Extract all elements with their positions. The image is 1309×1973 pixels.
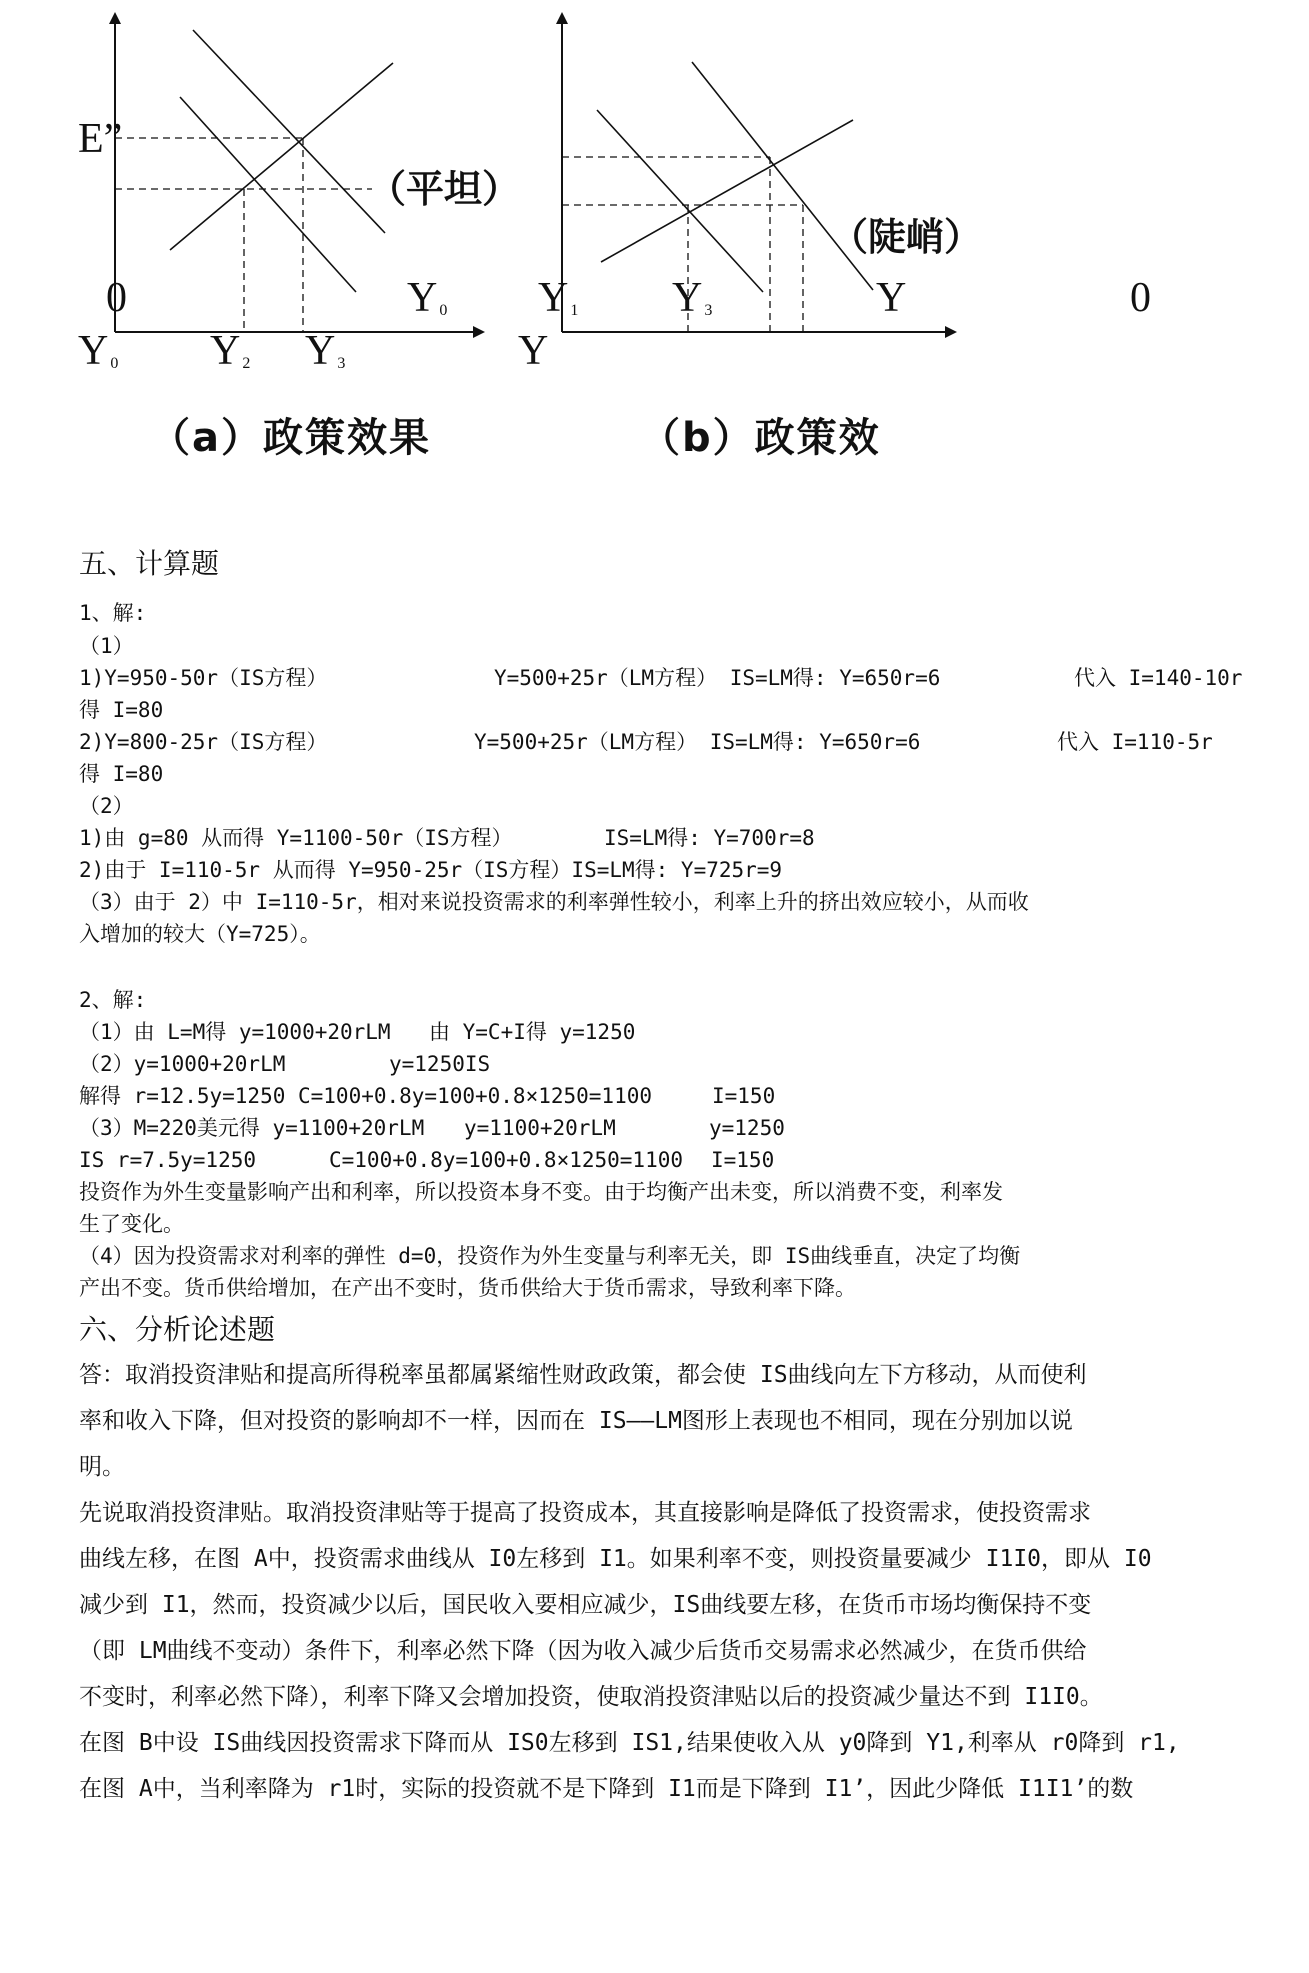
- q2-line8: （4）因为投资需求对利率的弹性 d=0，投资作为外生变量与利率无关，即 IS曲线垂直，决定了均衡: [79, 1244, 1021, 1268]
- q2-line7: 生了变化。: [79, 1212, 184, 1236]
- section6-line: 先说取消投资津贴。取消投资津贴等于提高了投资成本，其直接影响是降低了投资需求，使投资需求: [79, 1500, 1091, 1526]
- q1-part1: （1）: [79, 634, 134, 658]
- section6-heading: 六、分析论述题: [79, 1313, 276, 1346]
- section6-line: 率和收入下降，但对投资的影响却不一样，因而在 IS——LM图形上表现也不相同，现在分别加以说: [79, 1408, 1073, 1434]
- section6-line: 在图 A中，当利率降为 r1时，实际的投资就不是下降到 I1而是下降到 I1’，因此少降低 I1I1’的数: [79, 1776, 1134, 1802]
- figure-b-caption: （b）政策效: [640, 415, 881, 461]
- figure-a-label-e: E”: [78, 116, 123, 162]
- figure-b-lm-curve: [601, 120, 853, 262]
- figure-b-is-curve: [597, 110, 763, 292]
- q2-title: 2、解:: [79, 988, 147, 1012]
- q1-part2: （2）: [79, 794, 134, 818]
- figure-a-curves: [170, 30, 393, 292]
- policy-effect-figures: [0, 0, 1309, 470]
- figure-a-label-y0: Y $_0$: [407, 275, 448, 321]
- q1-line2: 得 I=80: [79, 698, 164, 722]
- q2-line2: （2）y=1000+20rLM y=1250IS: [79, 1052, 491, 1076]
- q2-line9: 产出不变。货币供给增加，在产出不变时，货币供给大于货币需求，导致利率下降。: [79, 1276, 856, 1300]
- q2-line3: 解得 r=12.5y=1250 C=100+0.8y=100+0.8×1250=1100 I=150: [79, 1084, 776, 1108]
- q2-line1: （1）由 L=M得 y=1000+20rLM 由 Y=C+I得 y=1250: [79, 1020, 636, 1044]
- q2-line6: 投资作为外生变量影响产出和利率，所以投资本身不变。由于均衡产出未变，所以消费不变，利率发: [79, 1180, 1003, 1204]
- figure-b-axis-y: Y: [518, 328, 549, 374]
- figure-a-caption: （a）政策效果: [150, 415, 431, 461]
- q1-line4: 得 I=80: [79, 762, 164, 786]
- q2-line4: （3）M=220美元得 y=1100+20rLM y=1100+20rLM y=1250: [79, 1116, 785, 1140]
- q1-line5: 1)由 g=80 从而得 Y=1100-50r（IS方程） IS=LM得: Y=700r=8: [79, 826, 815, 850]
- figure-b-label-y: Y: [876, 275, 907, 321]
- figure-a-is-curve: [193, 30, 385, 233]
- figure-a-label-y3: Y $_3$: [305, 328, 346, 374]
- q1-line7: （3）由于 2）中 I=110-5r，相对来说投资需求的利率弹性较小，利率上升的挤出效应较小，从而收: [79, 890, 1029, 914]
- section6-line: 减少到 I1，然而，投资减少以后，国民收入要相应减少，IS曲线要左移，在货币市场均衡保持不变: [79, 1592, 1092, 1618]
- section5-heading: 五、计算题: [79, 547, 220, 580]
- figure-b-label-y1: Y $_1$: [538, 275, 579, 321]
- figure-a-shifted-is-curve: [180, 97, 356, 292]
- figure-b-label-steep: （陡峭）: [830, 215, 983, 259]
- section6-line: （即 LM曲线不变动）条件下，利率必然下降（因为收入减少后货币交易需求必然减少，在货币供给: [79, 1638, 1087, 1664]
- figure-a-label-0: 0: [106, 275, 127, 321]
- section6-line: 明。: [79, 1454, 125, 1480]
- q1-line3: 2)Y=800-25r（IS方程） Y=500+25r（LM方程） IS=LM得: Y=650r=6 代入 I=110-5r: [79, 730, 1213, 754]
- figure-a-label-flat: （平坦）: [368, 167, 521, 211]
- figure-a-lm-curve: [170, 63, 393, 250]
- section6-line: 曲线左移，在图 A中，投资需求曲线从 I0左移到 I1。如果利率不变，则投资量要减少 I1I0，即从 I0: [79, 1546, 1152, 1572]
- figure-b-label-y3: Y $_3$: [672, 275, 713, 321]
- section6-line: 不变时，利率必然下降），利率下降又会增加投资，使取消投资津贴以后的投资减少量达不到 I1I0。: [79, 1684, 1103, 1710]
- figure-b-label-zero: 0: [1130, 275, 1151, 321]
- q1-line8: 入增加的较大（Y=725）。: [79, 922, 321, 946]
- figure-a-label-y2: Y $_2$: [210, 328, 251, 374]
- q1-line6: 2)由于 I=110-5r 从而得 Y=950-25r（IS方程）IS=LM得: Y=725r=9: [79, 858, 783, 882]
- section6-line: 答：取消投资津贴和提高所得税率虽都属紧缩性财政政策，都会使 IS曲线向左下方移动，从而使利: [79, 1362, 1087, 1388]
- figure-a-axis-y0: Y $_0$: [78, 328, 119, 374]
- q1-line1: 1)Y=950-50r（IS方程） Y=500+25r（LM方程） IS=LM得: Y=650r=6 代入 I=140-10r: [79, 666, 1243, 690]
- q1-title: 1、解:: [79, 601, 147, 625]
- q2-line5: IS r=7.5y=1250 C=100+0.8y=100+0.8×1250=1100 I=150: [79, 1148, 775, 1172]
- section6-line: 在图 B中设 IS曲线因投资需求下降而从 IS0左移到 IS1,结果使收入从 y0降到 Y1,利率从 r0降到 r1,: [79, 1730, 1180, 1756]
